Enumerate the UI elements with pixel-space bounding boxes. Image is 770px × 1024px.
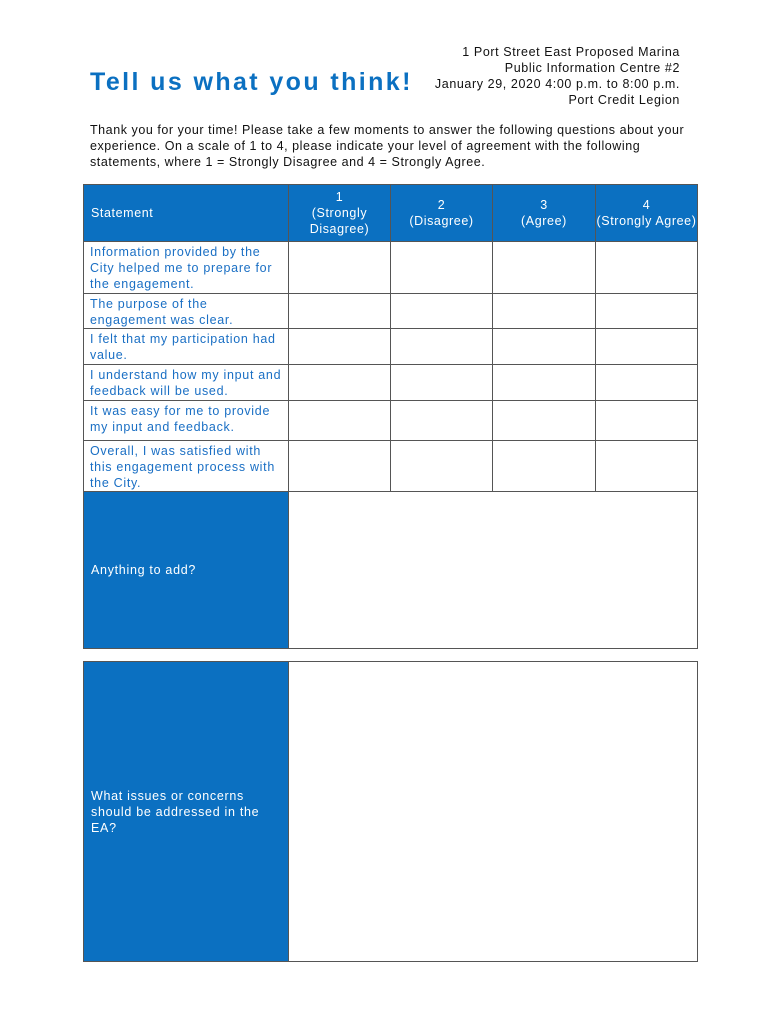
issues-label: What issues or concerns should be addressed in the EA? <box>84 662 289 962</box>
statement-text: I understand how my input and feedback will be used. <box>84 365 289 401</box>
rating-cell-4[interactable] <box>596 329 698 365</box>
scale-num: 1 <box>335 190 344 204</box>
event-date: January 29, 2020 4:00 p.m. to 8:00 p.m. <box>434 77 680 91</box>
rating-cell-1[interactable] <box>289 441 391 492</box>
scale-label: (Strongly Disagree) <box>309 206 370 236</box>
rating-cell-2[interactable] <box>391 242 493 294</box>
rating-cell-3[interactable] <box>493 242 596 294</box>
event-location: 1 Port Street East Proposed Marina <box>462 45 680 59</box>
rating-cell-4[interactable] <box>596 294 698 329</box>
intro-text: Thank you for your time! Please take a few moments to answer the following questions about your experience. On a scale of 1 to 4, please indicate your level of agreement with the following statements, where 1 = Strongly Disagree and 4 = Strongly Agree. <box>90 123 685 169</box>
rating-cell-4[interactable] <box>596 365 698 401</box>
table-row <box>84 329 698 365</box>
rating-cell-2[interactable] <box>391 329 493 365</box>
rating-cell-3[interactable] <box>493 441 596 492</box>
statement-text: It was easy for me to provide my input and feedback. <box>84 401 289 441</box>
rating-cell-3[interactable] <box>493 294 596 329</box>
rating-cell-4[interactable] <box>596 441 698 492</box>
issues-field[interactable] <box>289 662 698 962</box>
rating-cell-2[interactable] <box>391 441 493 492</box>
table-row <box>84 365 698 401</box>
rating-cell-1[interactable] <box>289 401 391 441</box>
rating-cell-2[interactable] <box>391 401 493 441</box>
rating-cell-1[interactable] <box>289 365 391 401</box>
table-header-row <box>84 185 698 242</box>
scale-label: (Disagree) <box>409 214 474 228</box>
page-title: Tell us what you think! <box>90 68 413 96</box>
issues-row <box>84 662 698 962</box>
rating-cell-3[interactable] <box>493 329 596 365</box>
event-venue: Port Credit Legion <box>568 93 680 107</box>
table-row <box>84 242 698 294</box>
table-row <box>84 401 698 441</box>
scale-num: 4 <box>642 198 651 212</box>
rating-cell-2[interactable] <box>391 294 493 329</box>
statement-text: I felt that my participation had value. <box>84 329 289 365</box>
anything-to-add-row <box>84 492 698 649</box>
rating-cell-3[interactable] <box>493 401 596 441</box>
scale-num: 2 <box>437 198 446 212</box>
scale-header-2 <box>391 185 493 242</box>
rating-cell-1[interactable] <box>289 294 391 329</box>
table-row <box>84 294 698 329</box>
rating-cell-1[interactable] <box>289 329 391 365</box>
rating-cell-2[interactable] <box>391 365 493 401</box>
table-row <box>84 441 698 492</box>
statement-text: Information provided by the City helped me to prepare for the engagement. <box>84 242 289 294</box>
event-name: Public Information Centre #2 <box>504 61 680 75</box>
anything-to-add-field[interactable] <box>289 492 698 649</box>
rating-table <box>83 184 698 649</box>
event-info <box>435 44 680 108</box>
scale-header-4 <box>596 185 698 242</box>
statement-text: Overall, I was satisfied with this engagement process with the City. <box>84 441 289 492</box>
anything-to-add-label: Anything to add? <box>84 492 289 649</box>
scale-label: (Strongly Agree) <box>596 214 697 228</box>
issues-table <box>83 661 698 962</box>
statement-header: Statement <box>84 185 289 242</box>
scale-num: 3 <box>540 198 548 212</box>
scale-header-1 <box>289 185 391 242</box>
rating-cell-4[interactable] <box>596 401 698 441</box>
rating-cell-3[interactable] <box>493 365 596 401</box>
scale-header-3 <box>493 185 596 242</box>
rating-cell-1[interactable] <box>289 242 391 294</box>
rating-cell-4[interactable] <box>596 242 698 294</box>
statement-text: The purpose of the engagement was clear. <box>84 294 289 329</box>
scale-label: (Agree) <box>521 214 567 228</box>
